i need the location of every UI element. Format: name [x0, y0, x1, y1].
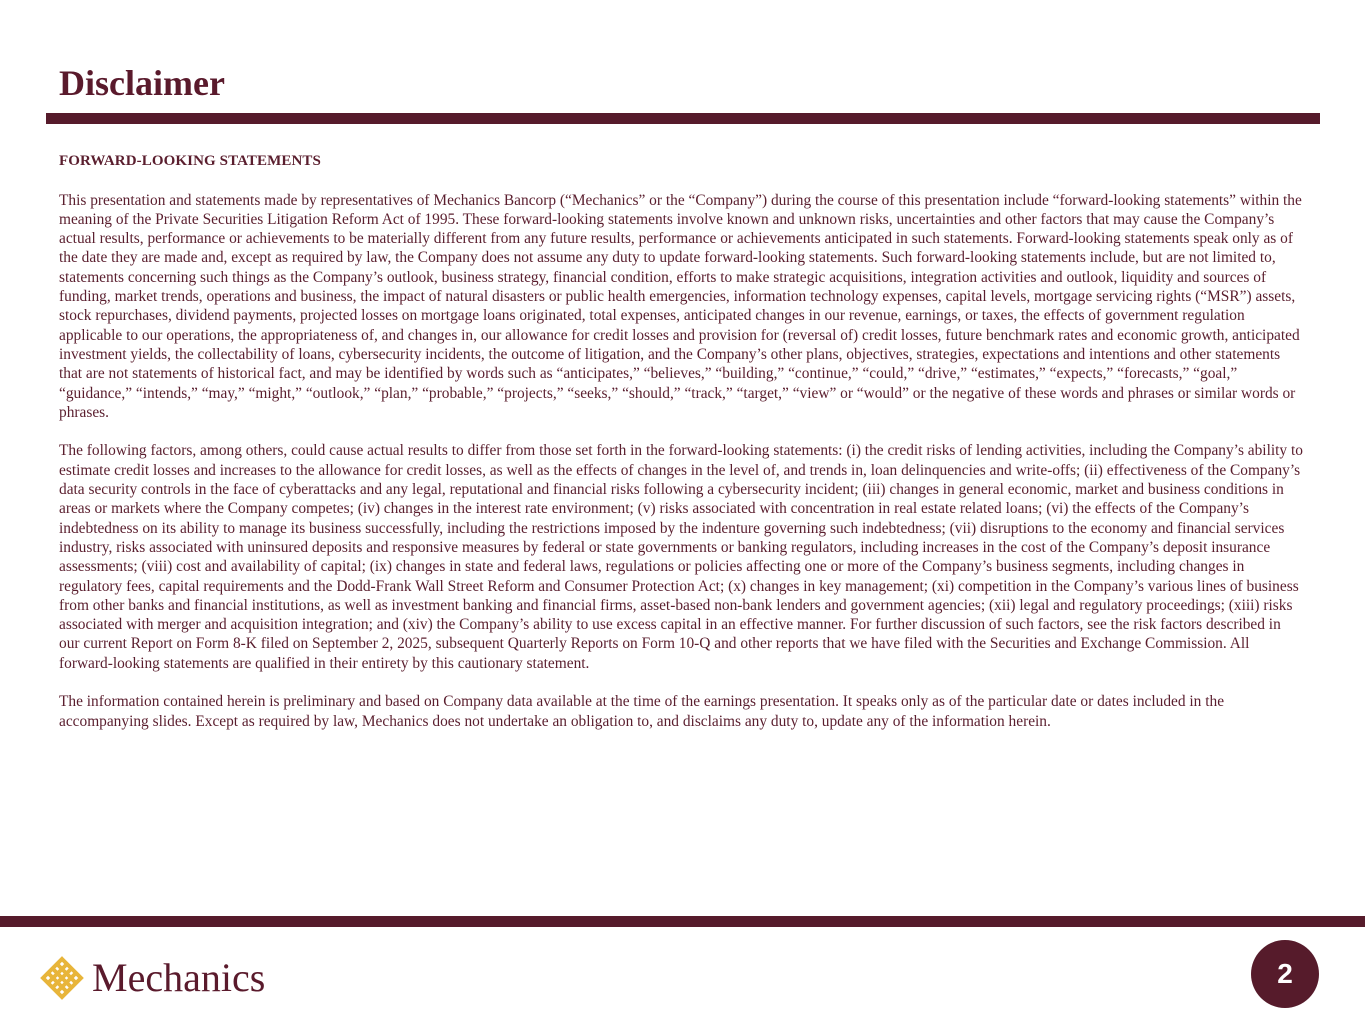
footer-divider — [0, 916, 1365, 927]
disclaimer-body — [59, 152, 1304, 750]
section-heading: FORWARD-LOOKING STATEMENTS — [59, 153, 321, 169]
page-title: Disclaimer — [59, 63, 225, 103]
title-divider — [46, 113, 1320, 124]
paragraph-preliminary-info: The information contained herein is preliminary and based on Company data available at the time of the earnings presentation. It speaks only as of the particular date or dates included in the accompanying slides. Except as required by law, Mechanics does not undertake an obligation to, and disclaims any duty to, update any of the information herein. — [59, 693, 1225, 730]
paragraph-risk-factors: The following factors, among others, could cause actual results to differ from those set forth in the forward-looking statements: (i) the credit risks of lending activities, including the Company’s ability to estimate credit losses and increases to the allowance for credit losses, as well as the effects of changes in the level of, and trends in, loan delinquencies and write-offs; (ii) effectiveness of the Company’s data security controls in the face of cyberattacks and any legal, reputational and financial risks following a cybersecurity incident; (iii) changes in general economic, market and business conditions in areas or markets where the Company competes; (iv) changes in the interest rate environment; (v) risks associated with concentration in real estate related loans; (vi) the effects of the Company’s indebtedness on its ability to manage its business successfully, including the restrictions imposed by the indenture governing such indebtedness; (vii) disruptions to the economy and financial services industry, risks associated with uninsured deposits and responsive measures by federal or state governments or banking regulators, including increases in the cost of the Company’s deposit insurance assessments; (viii) cost and availability of capital; (ix) changes in state and federal laws, regulations or policies affecting one or more of the Company’s business segments, including changes in regulatory fees, capital requirements and the Dodd-Frank Wall Street Reform and Consumer Protection Act; (x) changes in key management; (xi) competition in the Company’s various lines of business from other banks and financial institutions, as well as investment banking and financial firms, asset-based non-bank lenders and government agencies; (xii) legal and regulatory proceedings; (xiii) risks associated with merger and acquisition integration; and (xiv) the Company’s ability to use excess capital in an effective manner. For further discussion of such factors, see the risk factors described in our current Report on Form 8-K filed on September 2, 2025, subsequent Quarterly Reports on Form 10-Q and other reports that we have filed with the Securities and Exchange Commission. All forward-looking statements are qualified in their entirety by this cautionary statement. — [59, 442, 1303, 672]
paragraph-forward-looking: This presentation and statements made by representatives of Mechanics Bancorp (“Mechanics” or the “Company”) during the course of this presentation include “forward-looking statements” within the meaning of the Private Securities Litigation Reform Act of 1995. These forward-looking statements involve known and unknown risks, uncertainties and other factors that may cause the Company’s actual results, performance or achievements to be materially different from any future results, performance or achievements anticipated in such statements. Forward-looking statements speak only as of the date they are made and, except as required by law, the Company does not assume any duty to update forward-looking statements. Such forward-looking statements include, but are not limited to, statements concerning such things as the Company’s outlook, business strategy, financial condition, efforts to make strategic acquisitions, integration activities and outlook, liquidity and sources of funding, market trends, operations and business, the impact of natural disasters or public health emergencies, information technology expenses, capital levels, mortgage servicing rights (“MSR”) assets, stock repurchases, dividend payments, projected losses on mortgage loans originated, total expenses, anticipated changes in our revenue, earnings, or taxes, the effects of government regulation applicable to our operations, the appropriateness of, and changes in, our allowance for credit losses and provision for (reversal of) credit losses, future benchmark rates and economic growth, anticipated investment yields, the collectability of loans, cybersecurity incidents, the outcome of litigation, and the Company’s other plans, objectives, strategies, expectations and intentions and other statements that are not statements of historical fact, and may be identified by words such as “anticipates,” “believes,” “building,” “continue,” “could,” “drive,” “estimates,” “expects,” “forecasts,” “goal,” “guidance,” “intends,” “may,” “might,” “outlook,” “plan,” “probable,” “projects,” “seeks,” “should,” “track,” “target,” “view” or “would” or the negative of these words and phrases or similar words or phrases. — [59, 191, 1302, 421]
mechanics-logo — [40, 955, 265, 1001]
logo-wordmark: Mechanics — [92, 955, 266, 1000]
page-number-badge: 2 — [1251, 940, 1319, 1008]
mechanics-logo-icon — [40, 956, 84, 1000]
